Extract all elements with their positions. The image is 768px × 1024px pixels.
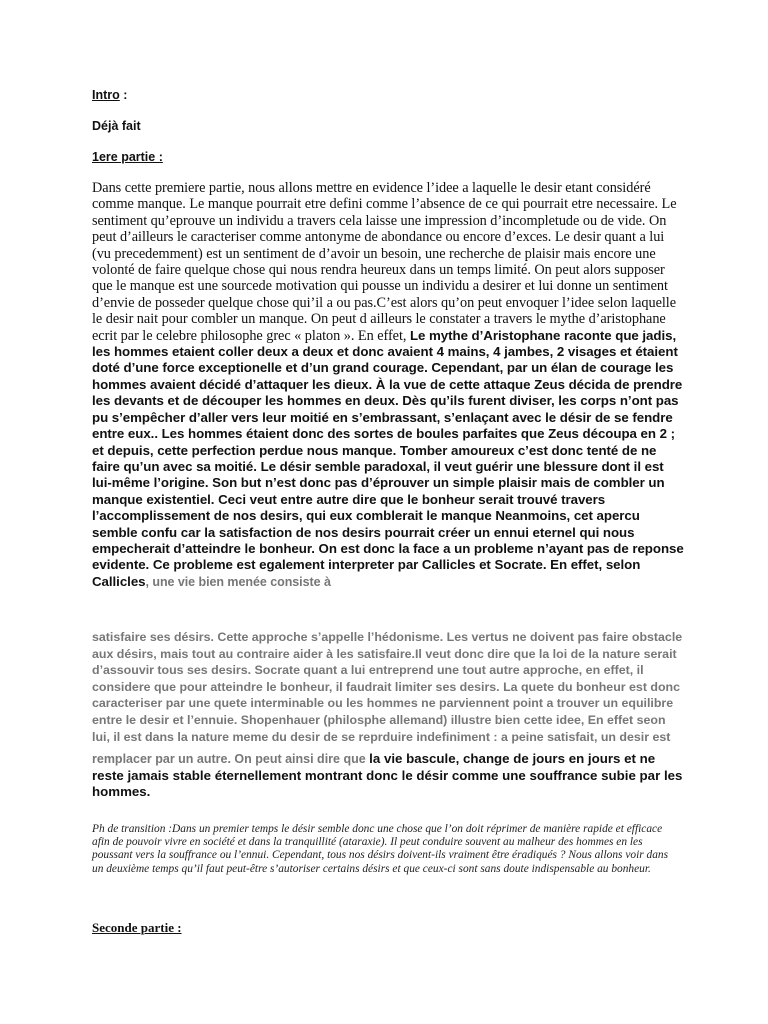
paragraph-1-gray-tail: , une vie bien menée consiste à — [145, 574, 331, 589]
seconde-partie-heading: Seconde partie : — [92, 920, 182, 935]
intro-heading — [92, 88, 127, 102]
transition-paragraph: Ph de transition :Dans un premier temps le désir semble donc une chose que l’on doit réprimer de manière rapide et efficace afin de pouvoir vivre en société et dans la tranquillité (ataraxie). Il peut conduire souvent au malheur des hommes en les poussant vers la souffrance ou l’ennui. Cependant, tous nos désirs doivent-ils vraiment être éradiqués ? Nous allons voir dans un deuxième temps qu’il faut peut-être s’autoriser certains désirs et que ceux-ci sont sans doute indispensable au bonheur. — [92, 823, 669, 875]
intro-colon: : — [119, 88, 128, 102]
paragraph-3-bold-text: la vie bascule, change de jours en jours et ne reste jamais stable éternellement montrant donc le désir comme une souffrance subie par les hommes. — [92, 751, 683, 800]
premiere-partie-heading: 1ere partie : — [92, 150, 163, 164]
paragraph-1-serif-text: Dans cette premiere partie, nous allons mettre en evidence l’idee a laquelle le desir etant considéré comme manque. Le manque pourrait etre defini comme l’absence de ce qui pourrait etre necessaire. Le sentiment qu’eprouve un individu a travers cela laisse une impression d’incompletude ou de vide. On peut d’ailleurs le caracteriser comme antonyme de abondance ou encore d’exces. Le desir quant a lui (vu precedemment) est un sentiment de d’avoir un besoin, une recherche de plaisir mais encore une volonté de faire quelque chose qui nous rendra heureux dans un temps limité. On peut alors supposer que le manque est une sourcede motivation qui pousse un individu a desirer et lui donne un sentiment d’envie de posseder quelque chose qui’il a ou pas.C’est alors qu’on peut envoquer l’idee selon laquelle le desir nait pour combler un manque. On peut d ailleurs le constater a travers le mythe d’aristophane ecrit par le celebre philosophe grec « platon ». En effet, — [92, 180, 677, 344]
paragraph-3 — [92, 751, 686, 801]
paragraph-1 — [92, 180, 684, 590]
deja-fait-text: Déjà fait — [92, 119, 141, 133]
paragraph-2: satisfaire ses désirs. Cette approche s’appelle l’hédonisme. Les vertus ne doivent pas faire obstacle aux désirs, mais tout au contraire aider à les satisfaire.Il veut donc dire que la loi de la nature serait d’assouvir tous ses desirs. Socrate quant a lui entreprend une tout autre approche, en effet, il considere que pour atteindre le bonheur, il faudrait limiter ses desirs. La quete du bonheur est donc caracteriser par une quete interminable ou les hommes ne parviennent point a trouver un equilibre entre le desir et l’ennuie. Shopenhauer (philosphe allemand) illustre bien cette idee, En effet seon lui, il est dans la nature meme du desir de se reprduire indefiniment : a peine satisfait, un desir est — [92, 630, 683, 744]
paragraph-3-gray-text: remplacer par un autre. On peut ainsi dire que — [92, 752, 370, 766]
paragraph-1-bold-text: Le mythe d’Aristophane raconte que jadis, les hommes etaient coller deux a deux et donc avaient 4 mains, 4 jambes, 2 visages et étaient doté d’une force exceptionelle et d’un grand courage. Cependant, par un élan de courage les hommes avaient décidé d’attaquer les dieux. À la vue de cette attaque Zeus décida de prendre les devants et de découper les hommes en deux. Dès qu’ils furent diviser, les corps n’ont pas pu s’empêcher d’aller vers leur moitié en s’embrassant, s’enlaçant avec le désir de se fendre entre eux.. Les hommes étaient donc des sortes de boules parfaites que Zeus découpa en 2 ; et depuis, cette perfection perdue nous manque. Tomber amoureux c’est donc tenté de ne faire qu’un avec sa moitié. Le désir semble paradoxal, il veut guérir une blessure dont il est lui-même l’origine. Son but n’est donc pas d’éprouver un simple plaisir mais de combler un manque existentiel. Ceci veut entre autre dire que le bonheur serait trouvé travers l’accomplissement de nos desirs, qui eux comblerait le manque Neanmoins, cet apercu semble confu car la satisfaction de nos desirs pourrait créer un ennui eternel qui nous empecherait d’atteindre le bonheur. On est donc la face a un probleme n’ayant pas de reponse evidente. Ce probleme est egalement interpreter par Callicles et Socrate. En effet, selon Callicles — [92, 327, 684, 589]
intro-label: Intro — [92, 88, 120, 102]
